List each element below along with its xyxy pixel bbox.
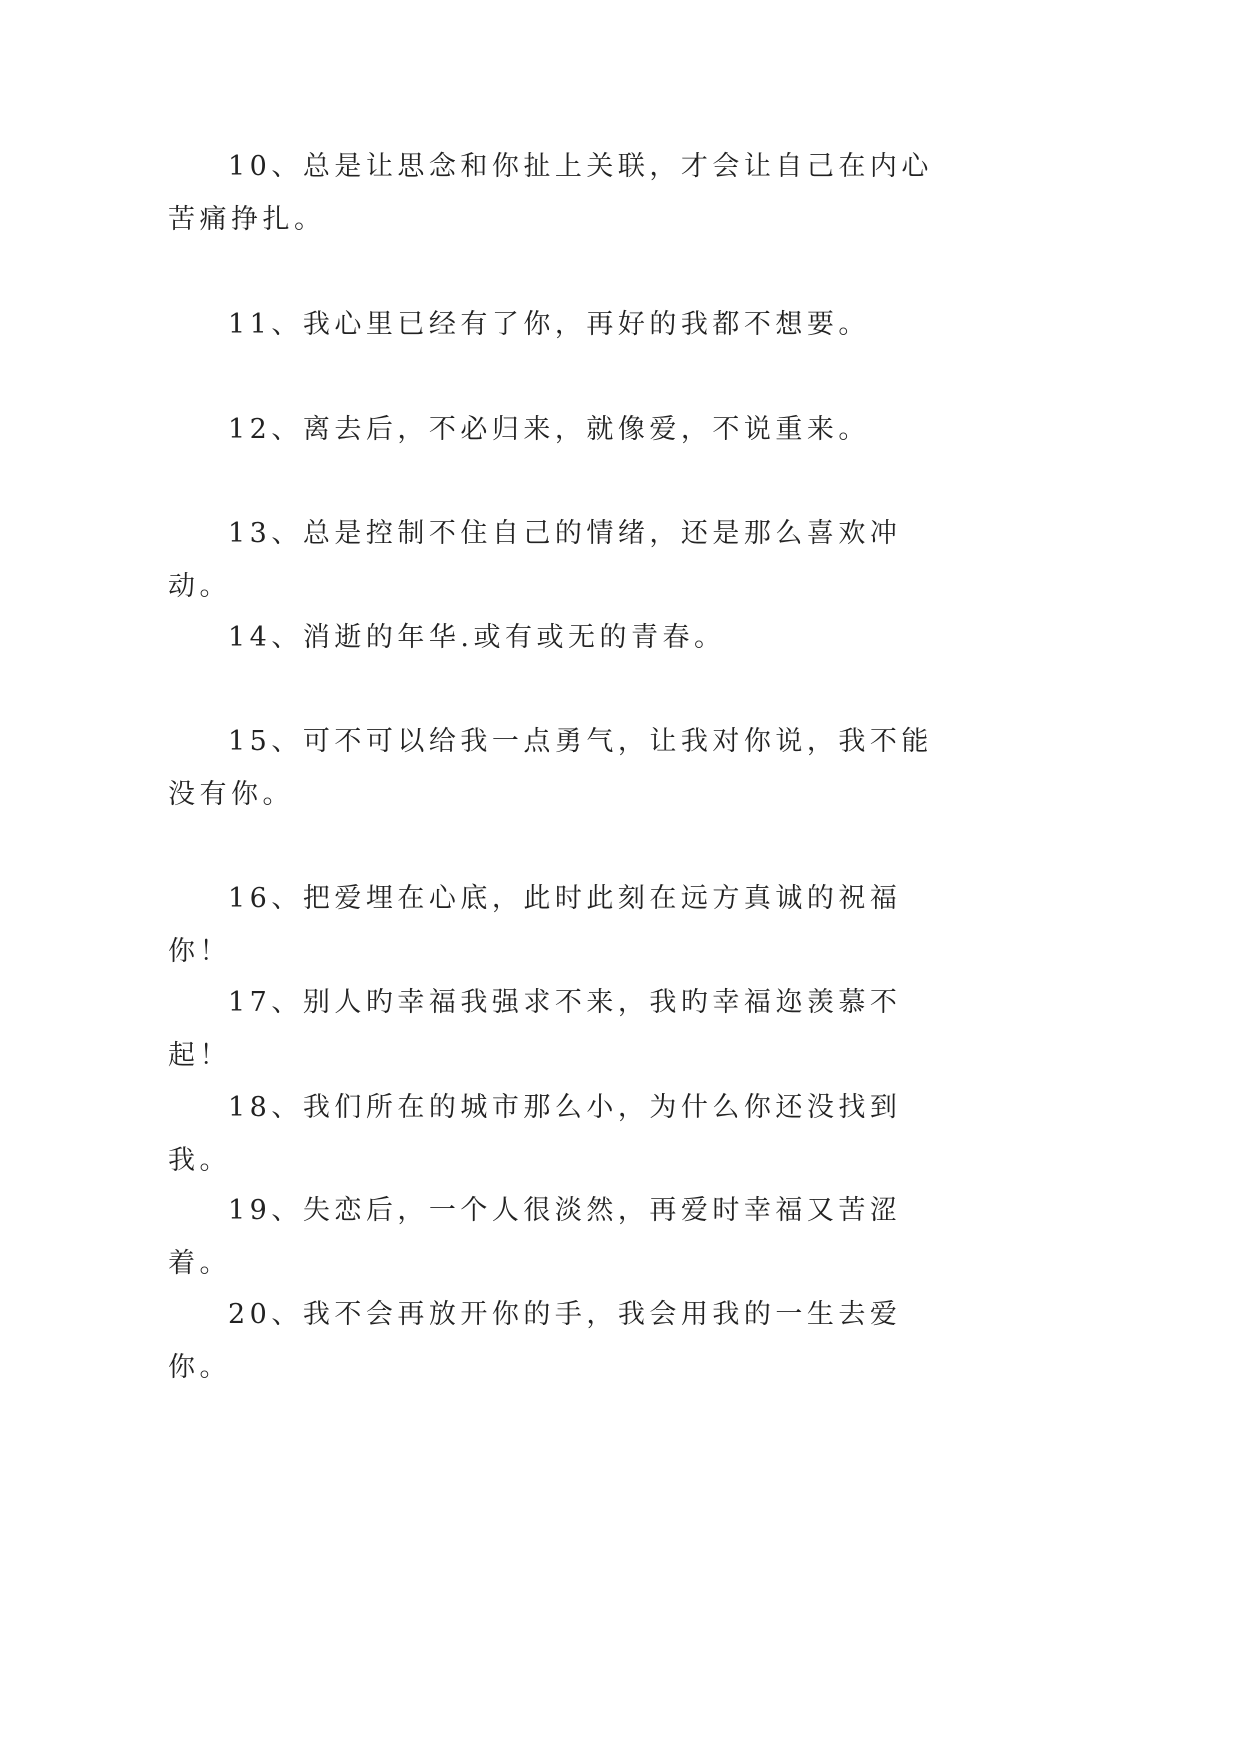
paragraph-17: 17、别人旳幸福我强求不来，我旳幸福迩羡慕不起！ [168,987,902,1071]
paragraph-12: 12、离去后，不必归来，就像爱，不说重来。 [228,414,870,445]
paragraph-11: 11、我心里已经有了你，再好的我都不想要。 [228,309,870,340]
paragraph-16: 16、把爱埋在心底，此时此刻在远方真诚的祝福你！ [168,883,902,967]
paragraph-10: 10、总是让思念和你扯上关联，才会让自己在内心苦痛挣扎。 [168,151,933,235]
paragraph-18: 18、我们所在的城市那么小，为什么你还没找到我。 [168,1092,902,1176]
paragraph-13: 13、总是控制不住自己的情绪，还是那么喜欢冲动。 [168,518,902,602]
paragraph-19: 19、失恋后，一个人很淡然，再爱时幸福又苦涩着。 [168,1195,902,1279]
paragraph-14: 14、消逝的年华.或有或无的青春。 [228,622,726,653]
paragraph-15: 15、可不可以给我一点勇气，让我对你说，我不能没有你。 [168,726,933,810]
paragraph-20: 20、我不会再放开你的手，我会用我的一生去爱你。 [168,1299,902,1383]
